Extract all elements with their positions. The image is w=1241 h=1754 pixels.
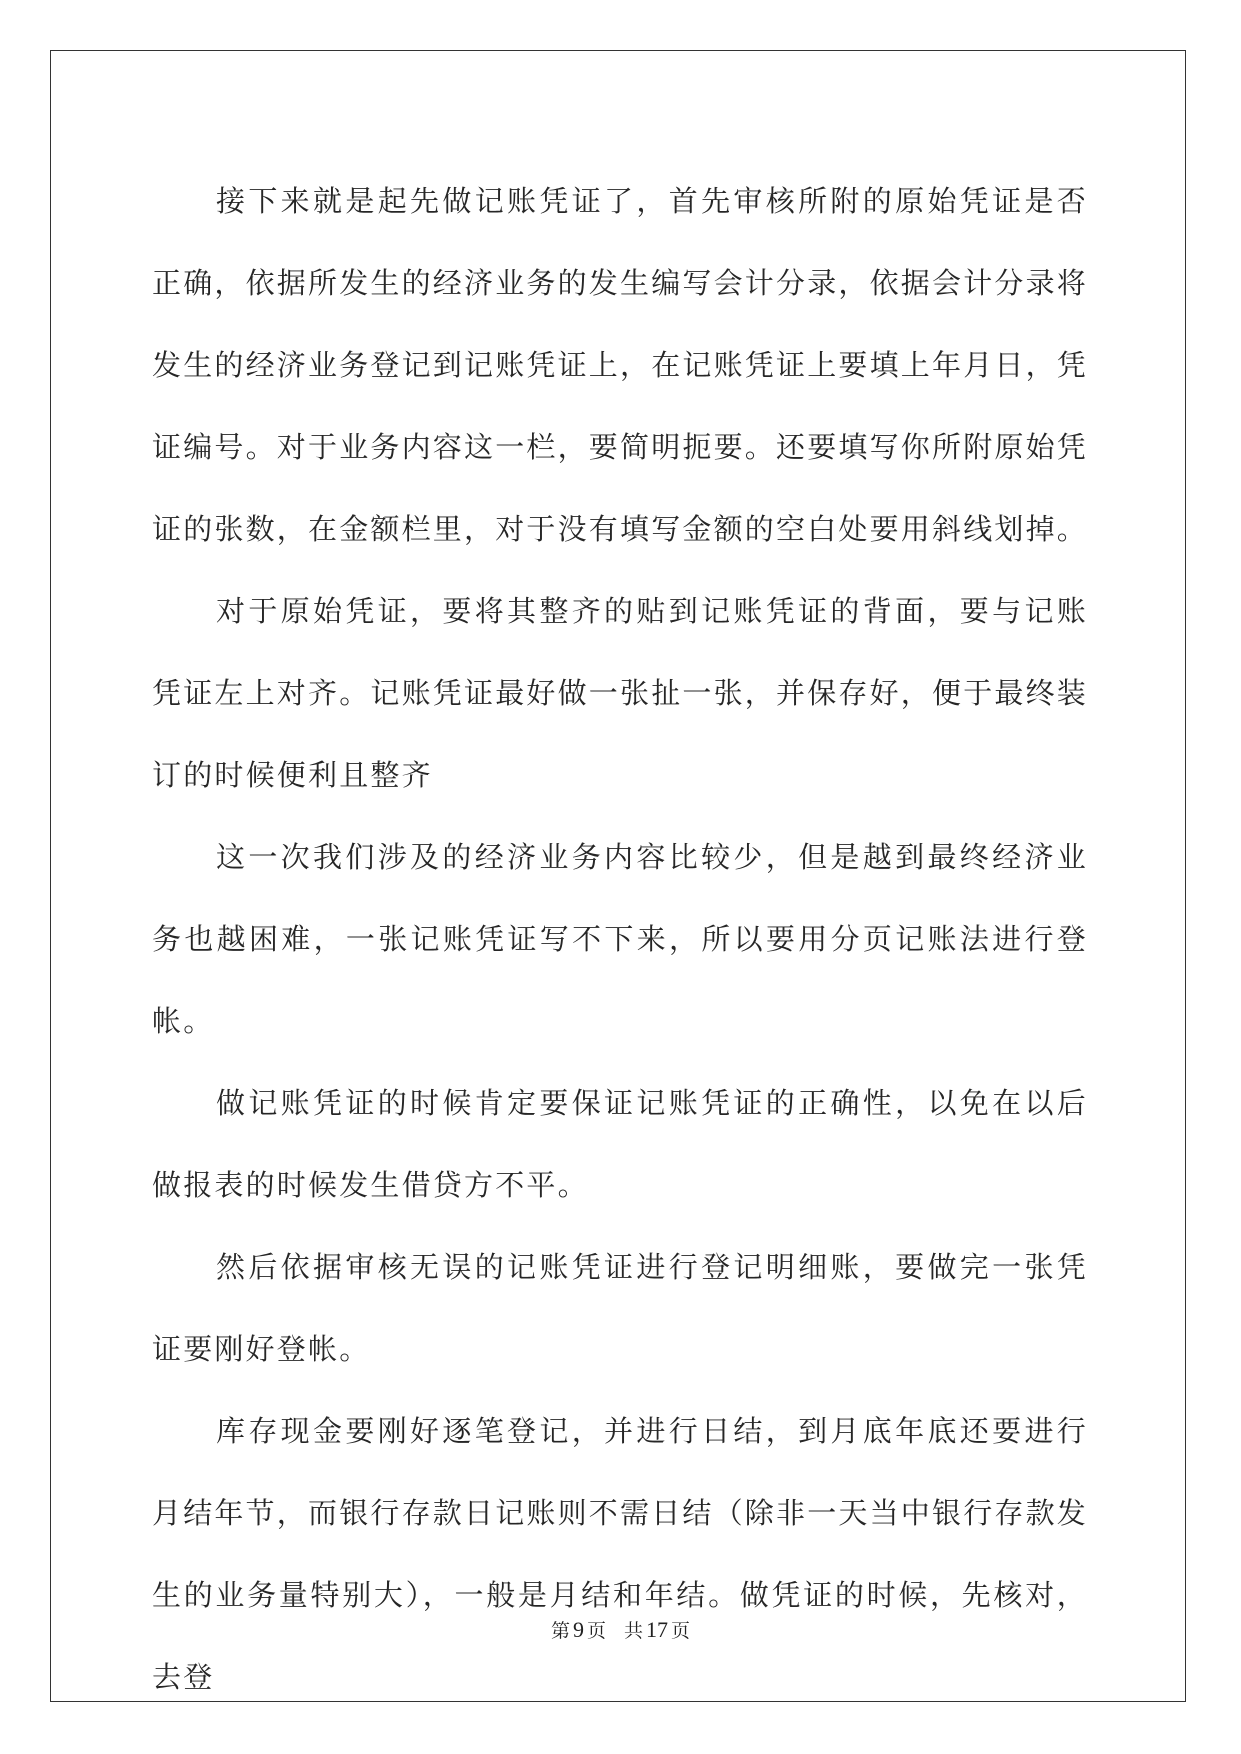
paragraph: 接下来就是起先做记账凭证了，首先审核所附的原始凭证是否正确，依据所发生的经济业务的发生编写会计分录，依据会计分录将发生的经济业务登记到记账凭证上，在记账凭证上要填上年月日，凭证编号。对于业务内容这一栏，要简明扼要。还要填写你所附原始凭证的张数，在金额栏里，对于没有填写金额的空白处要用斜线划掉。 xyxy=(152,184,1089,546)
page-prefix: 第 xyxy=(550,1620,570,1642)
paragraph: 做记账凭证的时候肯定要保证记账凭证的正确性，以免在以后做报表的时候发生借贷方不平。 xyxy=(152,1086,1088,1202)
document-body xyxy=(152,160,1088,1718)
total-pages: 17 xyxy=(646,1617,669,1642)
page-number: 9 xyxy=(572,1617,584,1642)
total-prefix: 共 xyxy=(624,1620,644,1642)
paragraph: 对于原始凭证，要将其整齐的贴到记账凭证的背面，要与记账凭证左上对齐。记账凭证最好做一张扯一张，并保存好，便于最终装订的时候便利且整齐 xyxy=(152,594,1089,792)
total-suffix: 页 xyxy=(671,1620,691,1642)
page-footer xyxy=(0,1616,1241,1643)
paragraph: 库存现金要刚好逐笔登记，并进行日结，到月底年底还要进行月结年节，而银行存款日记账则不需日结（除非一天当中银行存款发生的业务量特别大），一般是月结和年结。做凭证的时候，先核对，去登 xyxy=(152,1414,1089,1694)
paragraph: 这一次我们涉及的经济业务内容比较少，但是越到最终经济业务也越困难，一张记账凭证写不下来，所以要用分页记账法进行登帐。 xyxy=(152,840,1088,1038)
paragraph: 然后依据审核无误的记账凭证进行登记明细账，要做完一张凭证要刚好登帐。 xyxy=(152,1250,1088,1366)
page-suffix: 页 xyxy=(586,1620,606,1642)
